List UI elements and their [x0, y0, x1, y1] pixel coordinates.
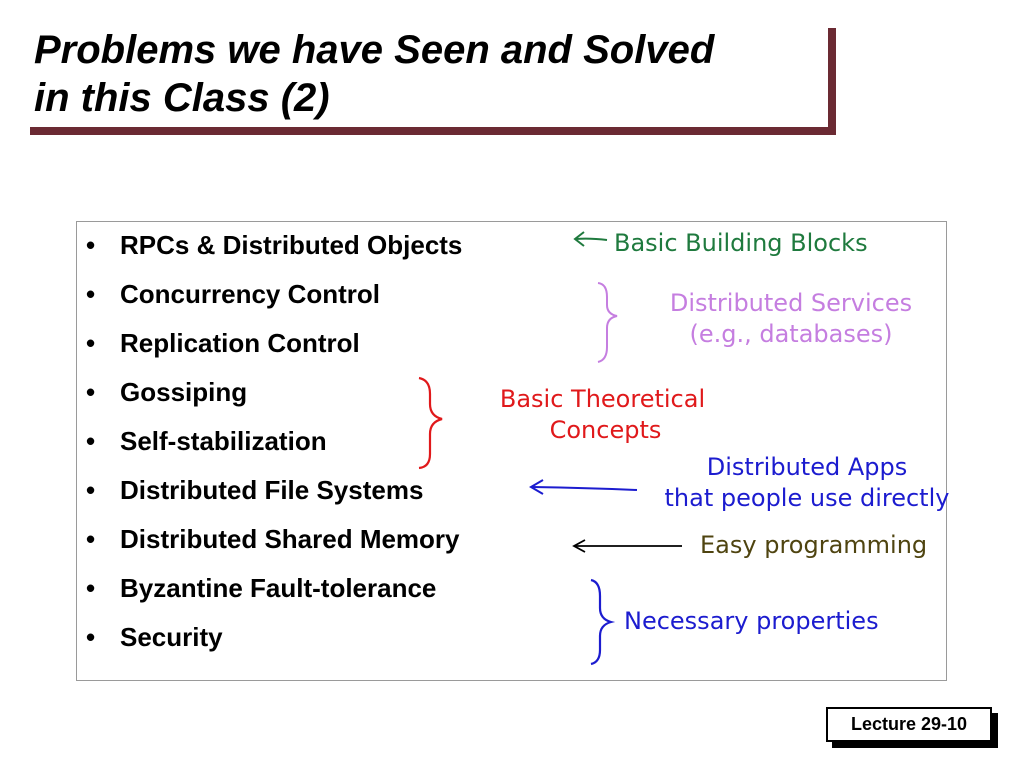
- bullet-text: Byzantine Fault-tolerance: [120, 573, 437, 603]
- bullet-item: [86, 571, 462, 620]
- bullet-item: [86, 424, 462, 473]
- bullet-text: Concurrency Control: [120, 279, 381, 309]
- bullet-dot: •: [86, 426, 96, 456]
- bullet-dot: •: [86, 475, 96, 505]
- bullet-item: [86, 620, 462, 669]
- bullet-item: [86, 473, 462, 522]
- bullet-dot: •: [86, 328, 96, 358]
- bullet-item: [86, 375, 462, 424]
- bullet-text: Self-stabilization: [120, 426, 327, 456]
- bullet-dot: •: [86, 524, 96, 554]
- bullet-dot: •: [86, 622, 96, 652]
- bullet-text: RPCs & Distributed Objects: [120, 230, 463, 260]
- annotation-distributed-services: [618, 288, 964, 350]
- bullet-dot: •: [86, 377, 96, 407]
- bullet-item: [86, 228, 462, 277]
- bullet-text: Replication Control: [120, 328, 360, 358]
- bullet-text: Distributed File Systems: [120, 475, 424, 505]
- annotation-easy-programming: Easy programming: [700, 531, 928, 559]
- bullet-text: Security: [120, 622, 223, 652]
- title-line-2: in this Class (2): [34, 76, 330, 120]
- title-box: [22, 20, 828, 127]
- bullet-text: Distributed Shared Memory: [120, 524, 460, 554]
- annotation-theory-line-2: Concepts: [549, 416, 662, 444]
- bullet-dot: •: [86, 573, 96, 603]
- annotation-theory-line-1: Basic Theoretical: [499, 385, 706, 413]
- bullet-item: [86, 522, 462, 571]
- annotation-services-line-1: Distributed Services: [669, 289, 913, 317]
- annotation-basic-theory: [450, 384, 755, 446]
- annotation-basic-blocks: Basic Building Blocks: [614, 229, 868, 257]
- lecture-label: Lecture 29-10: [826, 707, 992, 742]
- title-line-1: Problems we have Seen and Solved: [34, 28, 715, 72]
- annotation-necessary-properties: Necessary properties: [624, 607, 879, 635]
- bullet-dot: •: [86, 279, 96, 309]
- annotation-services-line-2: (e.g., databases): [689, 320, 893, 348]
- bullet-item: [86, 326, 462, 375]
- bullet-item: [86, 277, 462, 326]
- annotation-apps-line-2: that people use directly: [664, 484, 950, 512]
- annotation-apps-line-1: Distributed Apps: [706, 453, 908, 481]
- bullet-text: Gossiping: [120, 377, 248, 407]
- annotation-distributed-apps: [606, 452, 1008, 514]
- bullet-list: [86, 228, 462, 669]
- bullet-dot: •: [86, 230, 96, 260]
